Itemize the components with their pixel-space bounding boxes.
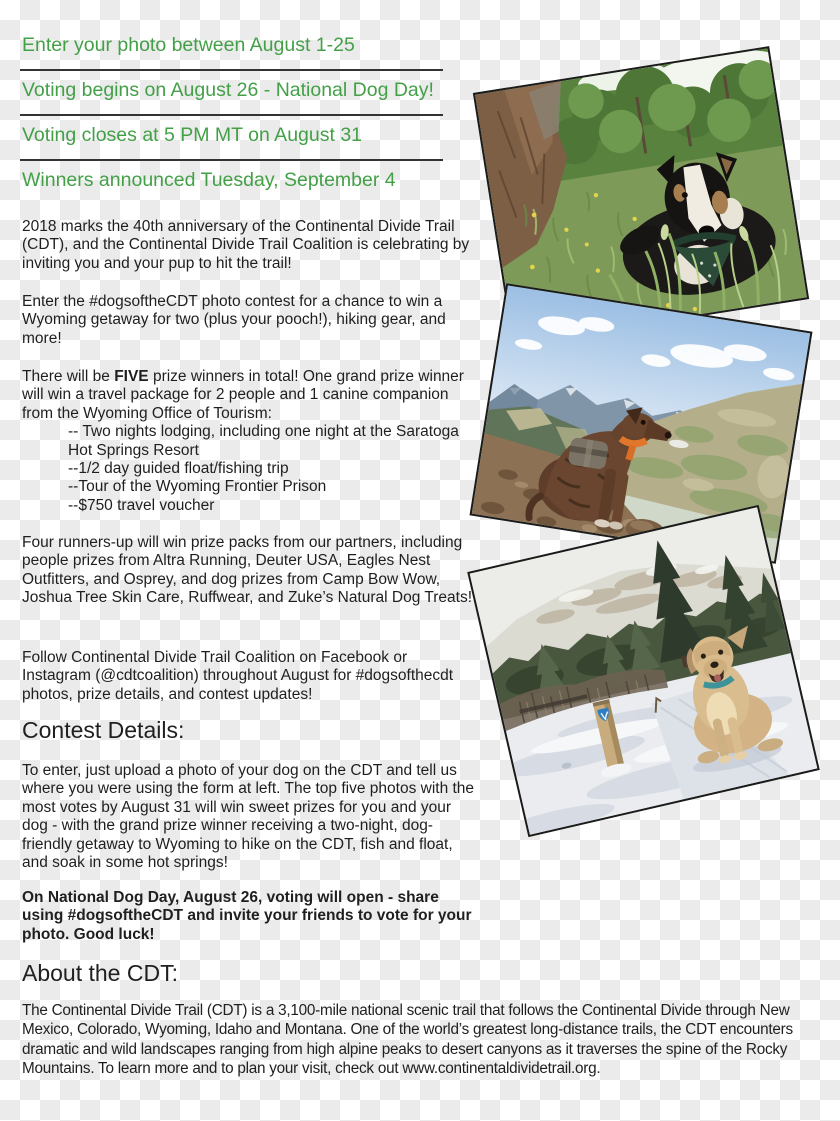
prizes-paragraph [22,368,477,515]
divider [20,159,443,161]
prizes-text-prefix: There will be [22,368,115,385]
contest-details-heading: Contest Details: [22,717,185,743]
divider [20,69,443,71]
follow-paragraph: Follow Continental Divide Trail Coalition on Facebook or Instagram (@cdtcoalition) throughout August for #dogsofthecdt photos, prize details, and contest updates! [22,649,454,703]
prizes-text-suffix: prize winners in total! One grand prize winner will win a travel package for 2 people and 1 canine companion from the Wyoming Office of Tourism: [22,368,464,422]
schedule-section [22,33,452,204]
schedule-item-voting-begins: Voting begins on August 26 - National Dog Day! [22,79,434,101]
schedule-item-enter: Enter your photo between August 1-25 [22,34,355,56]
intro-paragraph-anniversary: 2018 marks the 40th anniversary of the Continental Divide Trail (CDT), and the Continental Divide Trail Coalition is celebrating by inviting you and your pup to hit the trail! [22,218,470,272]
schedule-item-winners: Winners announced Tuesday, September 4 [22,169,396,191]
prize-list-item-float-trip: --1/2 day guided float/fishing trip [68,460,289,478]
prize-list-item-voucher: --$750 travel voucher [68,496,215,514]
about-cdt-paragraph: The Continental Divide Trail (CDT) is a 3,100-mile national scenic trail that follows the Continental Divide through New Mexico, Colorado, Wyoming, Idaho and Montana. One of the world’s greatest long-distance trails, the CDT encounters dramatic and wild landscapes ranging from high alpine peaks to desert canyons as it traverses the spine of the Rocky Mountains. To learn more and to plan your visit, check out www.continentaldividetrail.org. [22,1002,793,1077]
photo-dog-snow [467,505,820,837]
divider [20,114,443,116]
prizes-text-five: FIVE [114,368,149,385]
runners-up-paragraph: Four runners-up will win prize packs from our partners, including people prizes from Altra Running, Deuter USA, Eagles Nest Outfitters, and Osprey, and dog prizes from Camp Bow Wow, Joshua Tree Skin Care, Ruffwear, and Zuke’s Natural Dog Treats! [22,534,473,607]
prize-list-item-lodging: -- Two nights lodging, including one night at the Saratoga Hot Springs Resort [68,423,459,459]
about-cdt-heading: About the CDT: [22,960,178,986]
photo-dog-snow-art [470,507,818,834]
prize-list-item-prison-tour: --Tour of the Wyoming Frontier Prison [68,478,327,496]
intro-paragraph-enter-contest: Enter the #dogsoftheCDT photo contest for a chance to win a Wyoming getaway for two (plus your pooch!), hiking gear, and more! [22,293,446,347]
contest-details-paragraph: To enter, just upload a photo of your dog on the CDT and tell us where you were using the form at left. The top five photos with the most votes by August 31 will win sweet prizes for you and your dog - with the grand prize winner receiving a two-night, dog-friendly getaway to Wyoming to hike on the CDT, fish and float, and soak in some hot springs! [22,762,475,872]
schedule-item-voting-closes: Voting closes at 5 PM MT on August 31 [22,124,363,146]
voting-open-bold-paragraph: On National Dog Day, August 26, voting will open - share using #dogsoftheCDT and invite your friends to vote for your photo. Good luck! [22,889,472,943]
